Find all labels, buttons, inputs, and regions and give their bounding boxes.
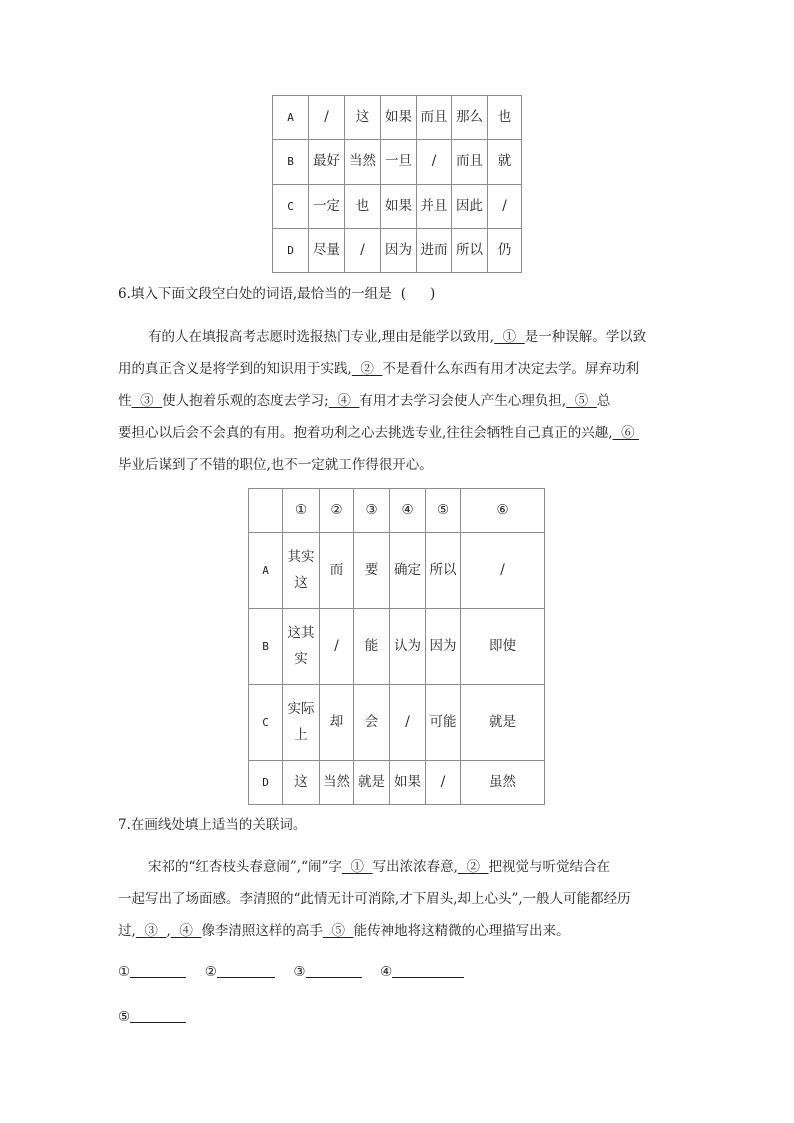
option-cell [488,140,522,185]
table2-row [249,533,545,609]
answer-label-5: ⑤ [118,1009,131,1025]
option-cell [354,489,390,533]
option-word: 所以 [456,241,483,258]
option-word: / [360,241,365,258]
option-word: 确定 [394,561,421,578]
passage-text: 能传神地将这精微的心理描写出来。 [353,923,570,939]
option-cell [417,185,452,229]
option-word: 当然 [349,153,376,170]
option-cell [417,96,452,140]
passage-text: 性 [118,393,132,409]
passage-text: 是一种误解。学以致 [524,329,647,345]
option-cell [426,761,461,805]
option-cell [452,140,488,185]
option-word: 实际上 [287,700,315,743]
option-cell [345,229,381,273]
option-word: 即使 [489,637,516,654]
question-7-text: 7.在画线处填上适当的关联词。 [118,817,307,833]
option-cell [320,609,354,685]
passage-line [118,389,678,409]
option-word: 当然 [323,773,350,790]
option-cell [354,533,390,609]
fill-blank[interactable]: ④ [328,393,360,409]
option-cell [426,533,461,609]
option-label: D [262,775,269,789]
options-table-q5 [272,95,522,273]
option-cell [320,685,354,761]
option-word: / [500,561,505,578]
table2-row [249,489,545,533]
option-cell [381,185,417,229]
option-word: 其实这 [287,548,315,591]
question-6-prompt [118,282,440,302]
option-word: 并且 [420,197,448,214]
option-label: C [287,199,294,213]
fill-blank[interactable]: ② [351,361,383,377]
option-cell [461,761,545,805]
options-table-q6 [248,488,545,805]
option-word: 进而 [420,241,448,258]
option-cell [320,761,354,805]
option-word: 可能 [429,713,457,730]
option-word: 如果 [394,773,421,790]
option-label-cell [273,140,309,185]
option-label-cell [249,685,283,761]
fill-blank[interactable]: ① [494,329,525,345]
option-word: 而且 [420,108,448,125]
fill-blank[interactable]: ③ [135,923,167,939]
option-label-cell [273,96,309,140]
option-cell [488,229,522,273]
option-cell [345,185,381,229]
answer-label-1: ① [118,964,131,980]
fill-blank[interactable]: ④ [170,923,202,939]
option-word: 也 [355,197,370,214]
option-word: 因为 [385,241,412,258]
passage-line [118,855,678,875]
option-cell [390,761,426,805]
passage-text: 有的人在填报高考志愿时选报热门专业,理由是能学以致用, [148,329,495,345]
option-cell [452,96,488,140]
option-word: ⑥ [496,501,509,518]
option-cell [452,185,488,229]
option-cell [390,609,426,685]
option-label: D [287,243,294,257]
option-label: C [262,715,269,729]
option-word: 最好 [313,153,340,170]
question-6-text: 6.填入下面文段空白处的词语,最恰当的一组是 [118,286,392,302]
passage-line [118,421,678,441]
option-label: A [287,110,294,124]
option-word: ⑤ [436,501,450,518]
answer-label-3: ③ [293,964,306,980]
option-cell [283,489,320,533]
options-table-q5-body [273,96,522,273]
option-word: 就 [497,153,512,170]
option-label: A [262,563,269,577]
option-cell [452,229,488,273]
passage-line [118,357,678,377]
fill-blank[interactable]: ② [457,859,489,875]
passage-text: 把视觉与听觉结合在 [488,859,611,875]
option-cell [283,685,320,761]
answer-label-4: ④ [380,964,393,980]
option-word: 一旦 [385,153,412,170]
answer-blanks-row [118,963,464,980]
option-cell [283,609,320,685]
fill-blank[interactable]: ⑤ [566,393,597,409]
answer-blank-1[interactable] [130,963,186,978]
option-word: / [405,713,410,730]
passage-text: 有用才去学习会使人产生心理负担, [359,393,567,409]
option-cell [354,761,390,805]
question-7-prompt [118,813,306,833]
answer-blank-2[interactable] [217,963,275,978]
option-word: / [431,153,437,170]
option-cell [426,685,461,761]
passage-line [118,453,678,473]
option-cell [309,140,345,185]
table2-row [249,609,545,685]
fill-blank[interactable]: ⑤ [322,923,354,939]
option-cell [461,609,545,685]
passage-text: 一起写出了场面感。李清照的“此情无计可消除,才下眉头,却上心头”,一般人可能都经历 [118,891,631,907]
passage-line [118,887,678,907]
option-word: 就是 [489,713,516,730]
option-cell [381,140,417,185]
option-word: 如果 [385,108,412,125]
option-cell [417,140,452,185]
passage-text: 不是看什么东西有用才决定去学。屏弃功利 [382,361,639,377]
option-word: / [334,637,339,654]
fill-blank[interactable]: ⑥ [612,425,639,441]
option-word: 一定 [313,197,340,214]
option-word: ② [330,501,343,518]
options-table-q6-body [249,489,545,805]
option-cell [426,489,461,533]
answer-blanks-row-2 [118,1008,186,1025]
option-label: B [287,155,294,169]
passage-text: 用的真正含义是将学到的知识用于实践, [118,361,352,377]
option-word: 虽然 [489,773,516,790]
passage-text: 毕业后谋到了不错的职位,也不一定就工作得很开心。 [118,457,433,473]
passage-line [118,325,678,345]
option-cell [320,533,354,609]
option-cell [354,609,390,685]
option-word: 尽量 [313,241,340,258]
answer-blank-5[interactable] [130,1008,186,1023]
option-word: 如果 [385,197,412,214]
option-word: 这 [294,773,308,790]
option-label-cell [249,489,283,533]
table1-row [273,229,522,273]
option-word: 这其实 [287,624,315,667]
table2-row [249,685,545,761]
passage-text: 总 [596,393,611,409]
option-word: 这 [355,108,370,125]
option-cell [390,685,426,761]
option-word: 也 [497,108,512,125]
option-word: / [440,773,446,790]
option-cell [426,609,461,685]
option-cell [461,685,545,761]
option-word: ③ [365,501,378,518]
option-cell [283,761,320,805]
passage-text: 宋祁的“红杏枝头春意闹”,“闹”字 [148,859,342,875]
table1-row [273,140,522,185]
option-cell [283,533,320,609]
option-cell [417,229,452,273]
option-cell [320,489,354,533]
option-cell [345,96,381,140]
option-label-cell [249,761,283,805]
fill-blank[interactable]: ① [341,859,373,875]
option-word: 而 [329,561,344,578]
option-cell [354,685,390,761]
option-cell [309,229,345,273]
option-word: 认为 [394,637,421,654]
option-word: 因此 [456,197,483,214]
option-cell [381,96,417,140]
option-cell [390,533,426,609]
table1-row [273,96,522,140]
option-word: 因为 [429,637,457,654]
passage-text: 过, [118,923,136,939]
option-word: 就是 [358,773,385,790]
option-word: 而且 [456,153,483,170]
option-cell [488,185,522,229]
option-cell [345,140,381,185]
passage-text: , [166,923,171,939]
option-cell [461,533,545,609]
answer-blank-4[interactable] [392,963,464,978]
table2-row [249,761,545,805]
answer-label-2: ② [204,964,217,980]
option-word: 要 [364,561,379,578]
option-cell [461,489,545,533]
option-cell [309,185,345,229]
option-word: / [324,108,329,125]
answer-blank-3[interactable] [306,963,362,978]
option-label-cell [249,533,283,609]
option-cell [381,229,417,273]
passage-text: 像李清照这样的高手 [201,923,323,939]
option-cell [390,489,426,533]
table1-row [273,185,522,229]
option-word: 却 [329,713,344,730]
option-word: 所以 [429,561,457,578]
passage-line [118,919,678,939]
option-word: 那么 [456,108,483,125]
option-label: B [262,639,269,653]
option-label-cell [249,609,283,685]
option-label-cell [273,185,309,229]
passage-text: 要担心以后会不会真的有用。抱着功利之心去挑选专业,往往会牺牲自己真正的兴趣, [118,425,613,441]
option-word: ④ [401,501,414,518]
option-cell [488,96,522,140]
option-word: 仍 [497,241,512,258]
option-label-cell [273,229,309,273]
option-word: ① [294,501,308,518]
option-word: 能 [364,637,379,654]
option-word: 会 [364,713,379,730]
fill-blank[interactable]: ③ [131,393,163,409]
passage-text: 使人抱着乐观的态度去学习; [162,393,329,409]
option-cell [309,96,345,140]
passage-text: 写出浓浓春意, [372,859,458,875]
option-word: / [502,197,507,214]
answer-paren[interactable]: ( ) [400,286,436,302]
